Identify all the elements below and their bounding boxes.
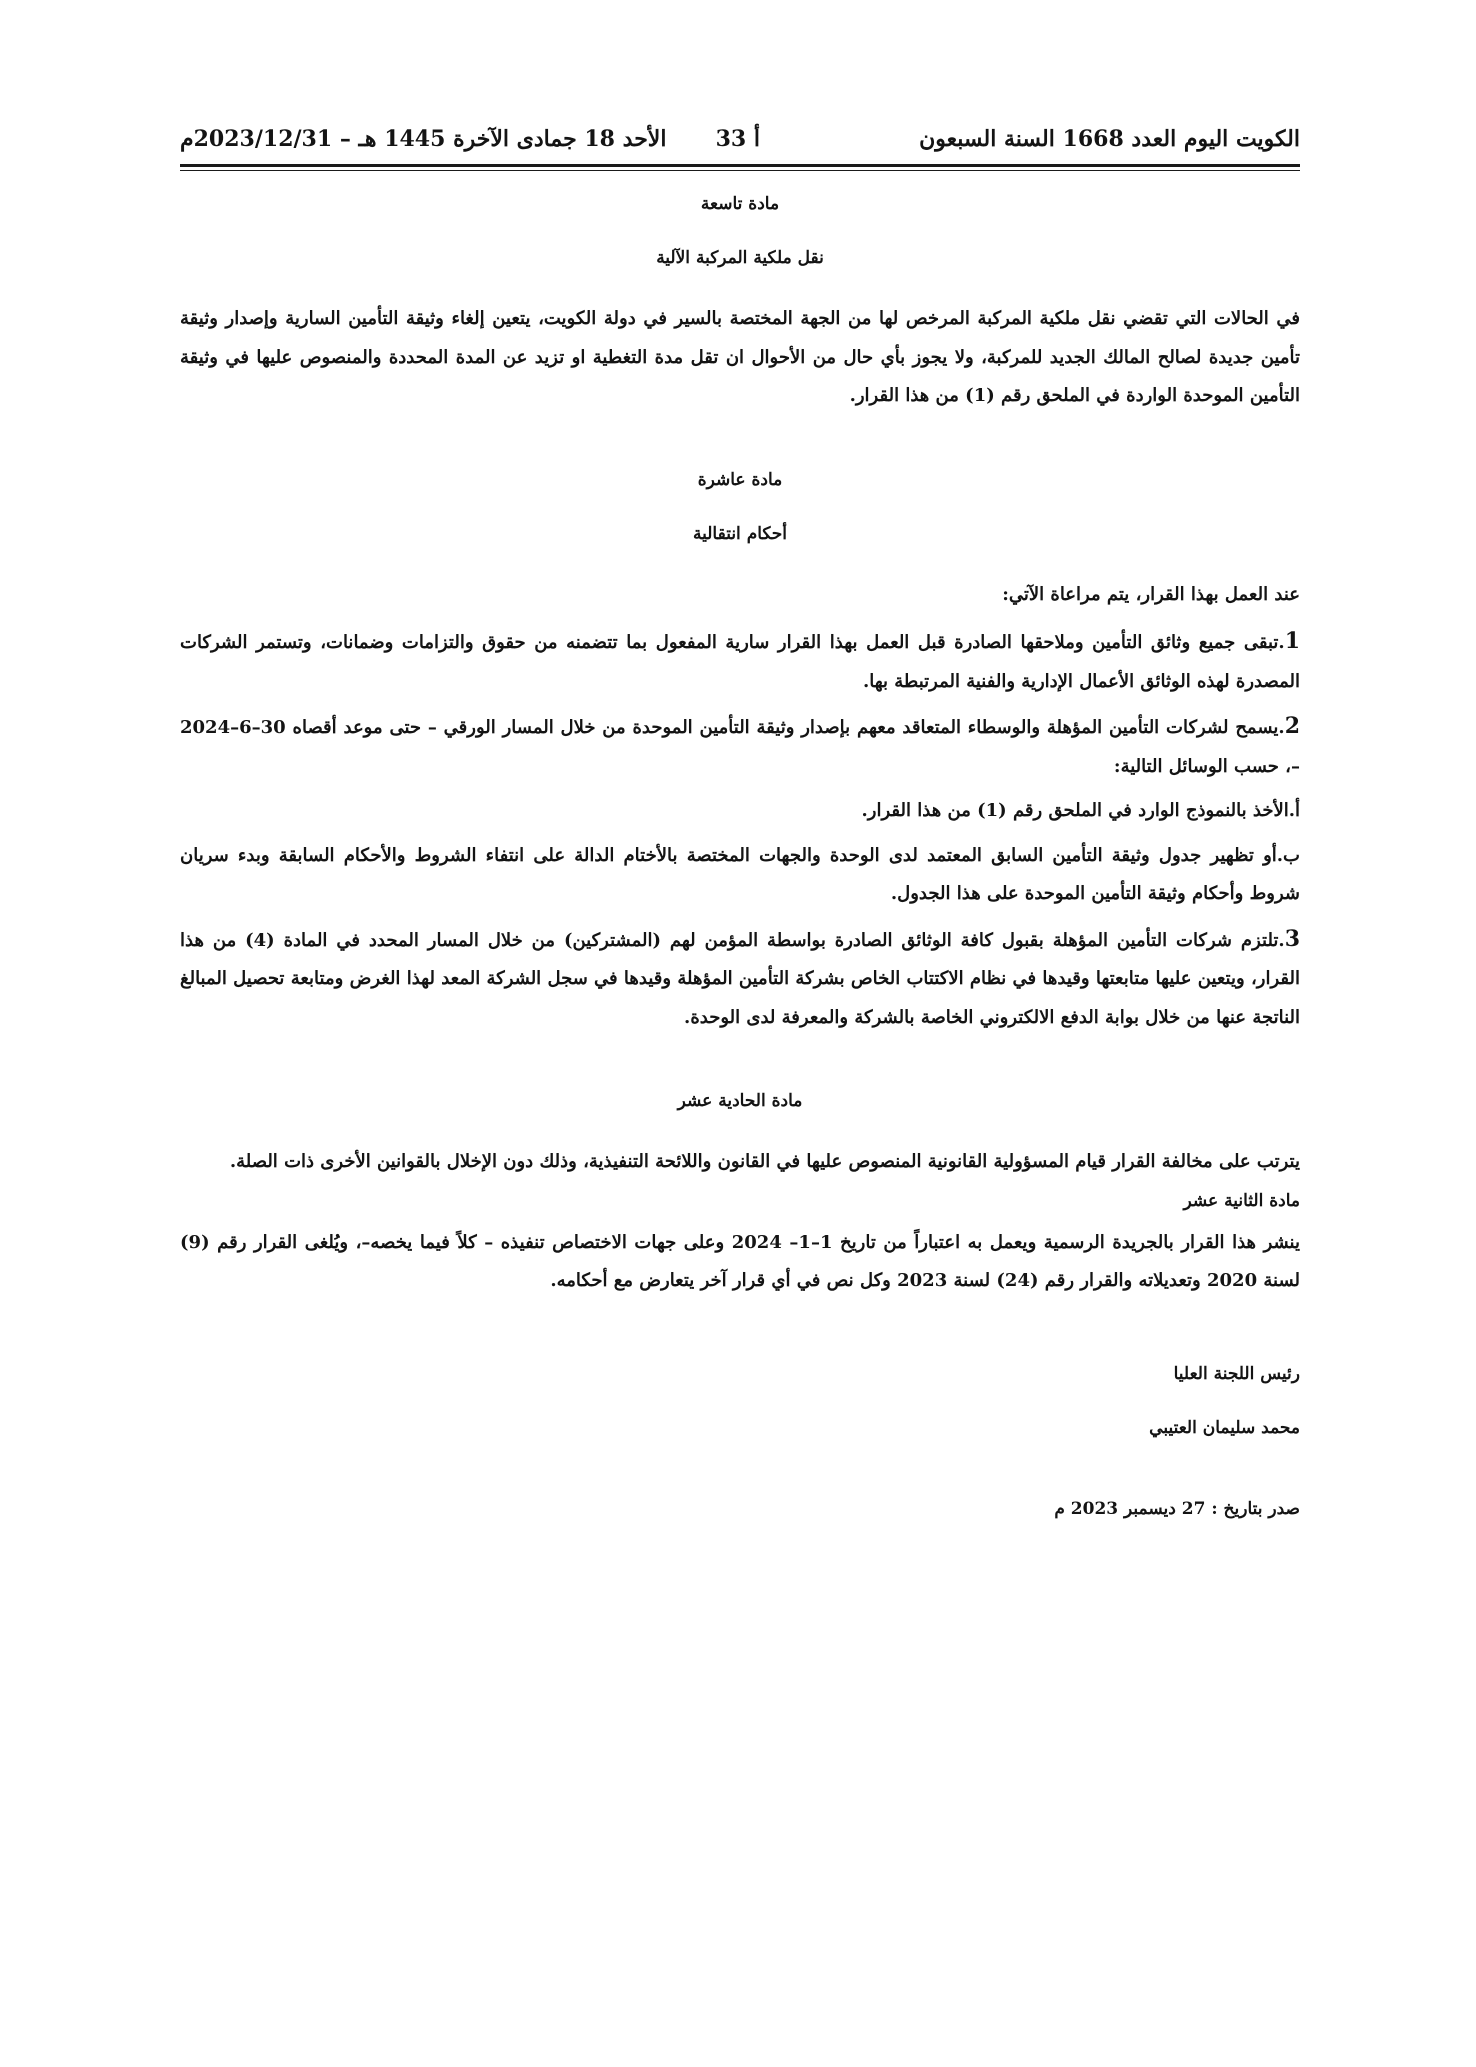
article10-item-2a: أ.الأخذ بالنموذج الوارد في الملحق رقم (1) من هذا القرار. — [861, 800, 1300, 821]
header-page-number: أ 33 — [715, 126, 760, 152]
header-rule-thin — [180, 170, 1300, 171]
item-number: 1 — [1284, 628, 1300, 654]
article11-heading: مادة الحادية عشر — [677, 1091, 803, 1111]
article10-item-2b: ب.أو تظهير جدول وثيقة التأمين السابق المعتمد لدى الوحدة والجهات المختصة بالأختام الدالة على انتفاء الشروط والأحكام السابقة وبدء سريان شروط وأحكام وثيقة التأمين الموحدة على هذا الجدول. — [180, 844, 1300, 904]
document-content — [180, 192, 1300, 1519]
issue-date: صدر بتاريخ : 27 ديسمبر 2023 م — [1054, 1498, 1300, 1519]
article10-intro: عند العمل بهذا القرار، يتم مراعاة الآتي: — [1002, 583, 1300, 605]
article10-item-3 — [180, 920, 1300, 1038]
header-rule-thick — [180, 164, 1300, 167]
signature-block — [180, 1361, 1300, 1441]
article10-item-1 — [180, 622, 1300, 701]
signatory-name: محمد سليمان العتيبي — [1149, 1417, 1300, 1438]
article9-heading: مادة تاسعة — [700, 194, 780, 214]
header-issue-info: الكويت اليوم العدد 1668 السنة السبعون — [919, 126, 1300, 152]
item-number: 2 — [1284, 713, 1300, 739]
article10-item-2 — [180, 707, 1300, 786]
signatory-title: رئيس اللجنة العليا — [1173, 1363, 1300, 1384]
document-page — [180, 120, 1300, 2027]
article9-subheading: نقل ملكية المركبة الآلية — [656, 248, 824, 268]
article12-heading: مادة الثانية عشر — [1183, 1190, 1300, 1211]
item-text: .تبقى جميع وثائق التأمين وملاحقها الصادرة قبل العمل بهذا القرار سارية المفعول بما تتضمنه من حقوق والتزامات وضمانات، وتستمر الشركات المصدرة لهذه الوثائق الأعمال الإدارية والفنية المرتبطة بها. — [180, 632, 1300, 692]
article11-body: يترتب على مخالفة القرار قيام المسؤولية القانونية المنصوص عليها في القانون واللائحة التنفيذية، وذلك دون الإخلال بالقوانين الأخرى ذات الصلة. — [229, 1151, 1300, 1172]
article12-body: ينشر هذا القرار بالجريدة الرسمية ويعمل به اعتباراً من تاريخ 1–1– 2024 وعلى جهات الاختصاص تنفيذه – كلاً فيما يخصه–، ويُلغى القرار رقم (9) لسنة 2020 وتعديلاته والقرار رقم (24) لسنة 2023 وكل نص في أي قرار آخر يتعارض مع أحكامه. — [180, 1231, 1301, 1291]
header-date: الأحد 18 جمادى الآخرة 1445 هـ – 2023/12/31م — [180, 126, 667, 152]
article10-subheading: أحكام انتقالية — [692, 523, 788, 544]
article10-heading: مادة عاشرة — [697, 469, 783, 490]
item-number: 3 — [1284, 925, 1300, 952]
running-header — [180, 120, 1300, 160]
item-text: .تلتزم شركات التأمين المؤهلة بقبول كافة الوثائق الصادرة بواسطة المؤمن لهم (المشتركين) من خلال المسار المحدد في المادة (4) من هذا القرار، ويتعين عليها متابعتها وقيدها في نظام الاكتتاب الخاص بشركة التأمين المؤهلة وقيدها في سجل الشركة المعد لهذا الغرض ومتابعة تحصيل المبالغ الناتجة عنها من خلال بوابة الدفع الالكتروني الخاصة بالشركة والمعرفة لدى الوحدة. — [180, 929, 1300, 1028]
item-text: .يسمح لشركات التأمين المؤهلة والوسطاء المتعاقد معهم بإصدار وثيقة التأمين الموحدة من خلال المسار الورقي – حتى موعد أقصاه 30–6–2024 –، حسب الوسائل التالية: — [180, 717, 1300, 777]
article9-body: في الحالات التي تقضي نقل ملكية المركبة المرخص لها من الجهة المختصة بالسير في دولة الكويت، يتعين إلغاء وثيقة التأمين السارية وإصدار وثيقة تأمين جديدة لصالح المالك الجديد للمركبة، ولا يجوز بأي حال من الأحوال ان تقل مدة التغطية او تزيد عن المدة المحددة والمنصوص عليها في وثيقة التأمين الموحدة الواردة في الملحق رقم (1) من هذا القرار. — [180, 308, 1300, 406]
